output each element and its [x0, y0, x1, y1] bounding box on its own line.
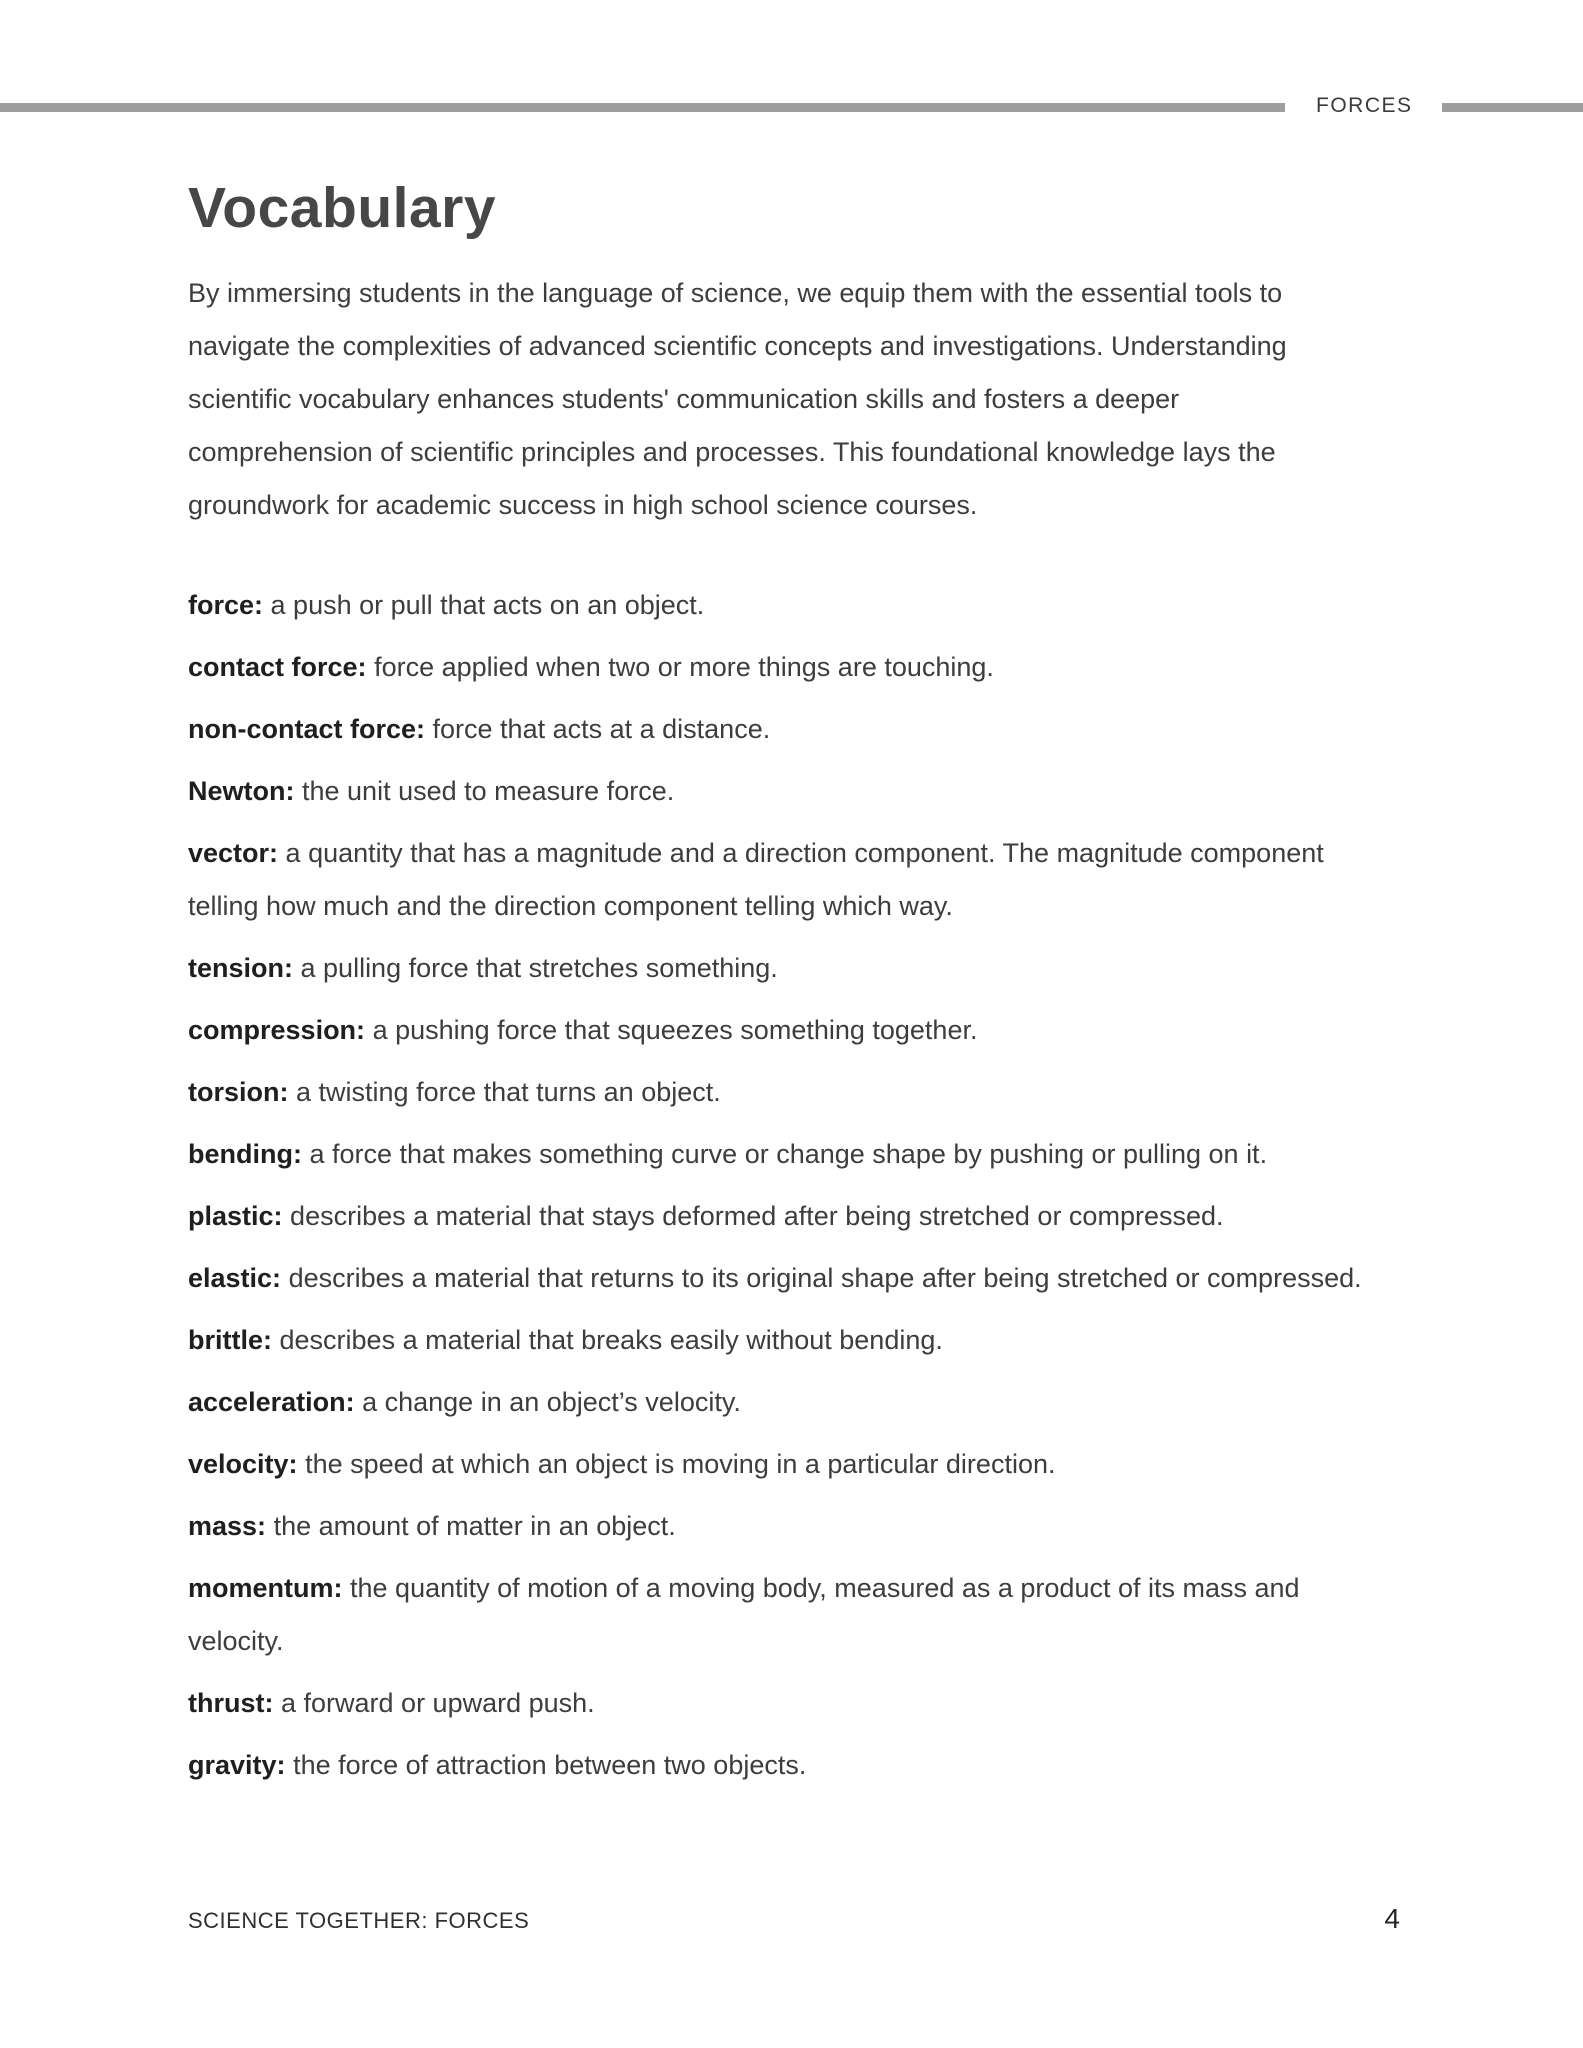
- vocab-definition: the force of attraction between two objects.: [293, 1750, 807, 1780]
- vocab-entry: [188, 1739, 1366, 1792]
- page-title: Vocabulary: [188, 176, 497, 240]
- vocab-entry: [188, 579, 1366, 632]
- vocab-term: Newton:: [188, 776, 295, 806]
- vocab-term: bending:: [188, 1139, 302, 1169]
- vocab-term: tension:: [188, 953, 293, 983]
- intro-paragraph: By immersing students in the language of science, we equip them with the essential tools to navigate the complexities of advanced scientific concepts and investigations. Understanding scientific vocabulary enhances students' communication skills and fosters a deeper comprehension of scientific principles and processes. This foundational knowledge lays the groundwork for academic success in high school science courses.: [188, 278, 1287, 520]
- vocab-entry: [188, 1500, 1366, 1553]
- vocab-term: compression:: [188, 1015, 366, 1045]
- vocab-definition: a push or pull that acts on an object.: [270, 590, 705, 620]
- page-footer: [188, 1903, 1400, 1935]
- vocab-definition: a twisting force that turns an object.: [296, 1077, 721, 1107]
- vocab-definition: the speed at which an object is moving in a particular direction.: [305, 1449, 1056, 1479]
- vocab-term: acceleration:: [188, 1387, 355, 1417]
- vocab-definition: a change in an object’s velocity.: [362, 1387, 741, 1417]
- vocab-definition: a quantity that has a magnitude and a direction component. The magnitude component telling how much and the direction component telling which way.: [188, 838, 1324, 921]
- vocab-definition: describes a material that stays deformed after being stretched or compressed.: [290, 1201, 1224, 1231]
- vocab-entry: [188, 703, 1366, 756]
- vocab-definition: a pushing force that squeezes something together.: [372, 1015, 978, 1045]
- header-rule-right: [1442, 103, 1583, 112]
- vocab-entry: [188, 1066, 1366, 1119]
- vocab-definition: describes a material that breaks easily without bending.: [279, 1325, 943, 1355]
- vocab-definition: a force that makes something curve or change shape by pushing or pulling on it.: [309, 1139, 1268, 1169]
- vocab-entry: [188, 1438, 1366, 1491]
- vocab-entry: [188, 1562, 1366, 1668]
- page-number: 4: [1384, 1903, 1400, 1934]
- footer-book-title: SCIENCE TOGETHER: FORCES: [188, 1908, 530, 1933]
- page-header: [0, 95, 1583, 119]
- vocab-term: mass:: [188, 1511, 267, 1541]
- vocab-definition: a forward or upward push.: [281, 1688, 595, 1718]
- vocab-term: elastic:: [188, 1263, 282, 1293]
- vocab-entry: [188, 765, 1366, 818]
- vocab-term: force:: [188, 590, 264, 620]
- vocab-entry: [188, 1004, 1366, 1057]
- vocab-term: torsion:: [188, 1077, 289, 1107]
- content-column: [188, 176, 1366, 1801]
- vocab-entry: [188, 942, 1366, 995]
- vocab-term: thrust:: [188, 1688, 274, 1718]
- vocabulary-list: [188, 579, 1366, 1792]
- vocab-entry: [188, 1376, 1366, 1429]
- vocab-definition: the amount of matter in an object.: [273, 1511, 676, 1541]
- vocab-entry: [188, 1190, 1366, 1243]
- vocab-definition: force applied when two or more things are touching.: [374, 652, 994, 682]
- vocab-entry: [188, 1677, 1366, 1730]
- vocab-term: vector:: [188, 838, 279, 868]
- vocab-term: gravity:: [188, 1750, 286, 1780]
- vocab-entry: [188, 1314, 1366, 1367]
- vocab-entry: [188, 827, 1366, 933]
- header-chapter-label: FORCES: [1316, 94, 1413, 117]
- vocab-entry: [188, 1252, 1366, 1305]
- vocab-term: contact force:: [188, 652, 367, 682]
- vocab-definition: force that acts at a distance.: [432, 714, 771, 744]
- vocab-definition: the unit used to measure force.: [302, 776, 675, 806]
- vocab-definition: the quantity of motion of a moving body, measured as a product of its mass and velocity.: [188, 1573, 1300, 1656]
- vocab-term: velocity:: [188, 1449, 298, 1479]
- vocab-definition: a pulling force that stretches something.: [300, 953, 778, 983]
- header-rule-left: [0, 103, 1285, 112]
- vocab-term: non-contact force:: [188, 714, 426, 744]
- vocab-term: plastic:: [188, 1201, 283, 1231]
- vocab-entry: [188, 1128, 1366, 1181]
- vocab-entry: [188, 641, 1366, 694]
- vocab-term: brittle:: [188, 1325, 272, 1355]
- vocab-definition: describes a material that returns to its original shape after being stretched or compressed.: [288, 1263, 1362, 1293]
- vocab-term: momentum:: [188, 1573, 343, 1603]
